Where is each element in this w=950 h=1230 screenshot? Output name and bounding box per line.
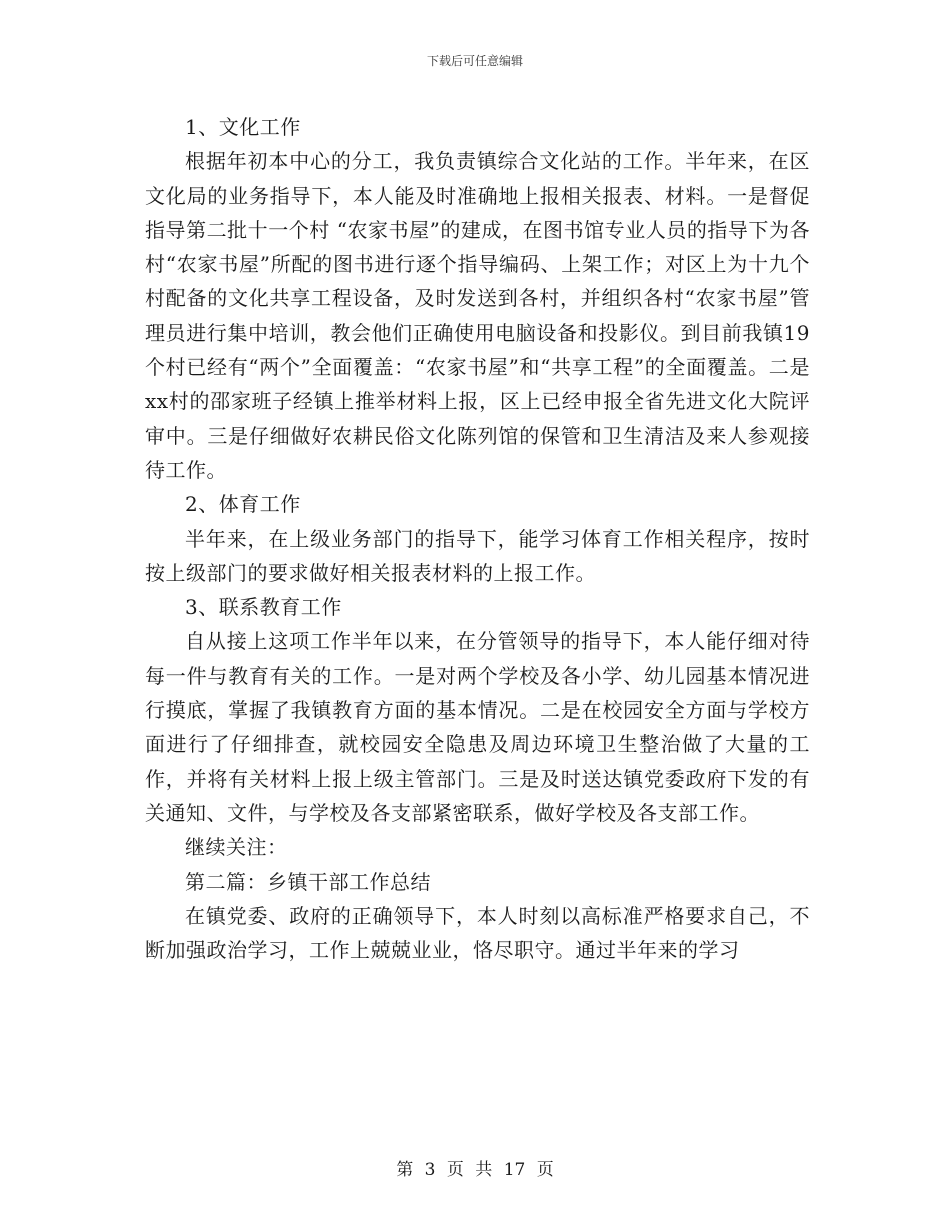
- paragraph-sports-heading: 2、体育工作: [185, 492, 301, 517]
- paragraph-chapter-two-body: 在镇党委、政府的正确领导下，本人时刻以高标准严格要求自己，不断加强政治学习，工作上兢兢业业，恪尽职守。通过半年来的学习: [145, 903, 810, 963]
- header-note: 下载后可任意编辑: [426, 54, 523, 68]
- paragraph-sports-body: 半年来，在上级业务部门的指导下，能学习体育工作相关程序，按时按上级部门的要求做好相关报表材料的上报工作。: [145, 526, 810, 585]
- paragraph-continue-note: 继续关注：: [185, 835, 288, 860]
- paragraph-education-body: 自从接上这项工作半年以来，在分管领导的指导下，本人能仔细对待每一件与教育有关的工作。一是对两个学校及各小学、幼儿园基本情况进行摸底，掌握了我镇教育方面的基本情况。二是在校园安全方面与学校方面进行了仔细排查，就校园安全隐患及周边环境卫生整治做了大量的工作，并将有关材料上报上级主管部门。三是及时送达镇党委政府下发的有关通知、文件，与学校及各支部紧密联系，做好学校及各支部工作。: [145, 629, 810, 825]
- paragraph-culture-body: 根据年初本中心的分工，我负责镇综合文化站的工作。半年来，在区文化局的业务指导下，本人能及时准确地上报相关报表、材料。一是督促指导第二批十一个村 “农家书屋”的建成，在图书馆专业人员的指导下为各村“农家书屋”所配的图书进行逐个指导编码、上架工作；对区上为十九个村配备的文化共享工程设备，及时发送到各村，并组织各村“农家书屋”管理员进行集中培训，教会他们正确使用电脑设备和投影仪。到目前我镇19个村已经有“两个”全面覆盖：“农家书屋”和“共享工程”的全面覆盖。二是xx村的邵家班子经镇上推举材料上报，区上已经申报全省先进文化大院评审中。三是仔细做好农耕民俗文化陈列馆的保管和卫生清洁及来人参观接待工作。: [145, 149, 810, 482]
- paragraph-education-heading: 3、联系教育工作: [185, 595, 342, 620]
- paragraph-chapter-two-title: 第二篇：乡镇干部工作总结: [185, 869, 431, 894]
- document-body: [145, 110, 810, 967]
- paragraph-culture-heading: 1、文化工作: [185, 115, 301, 139]
- page-number-footer: 第 3 页 共 17 页: [396, 1160, 554, 1180]
